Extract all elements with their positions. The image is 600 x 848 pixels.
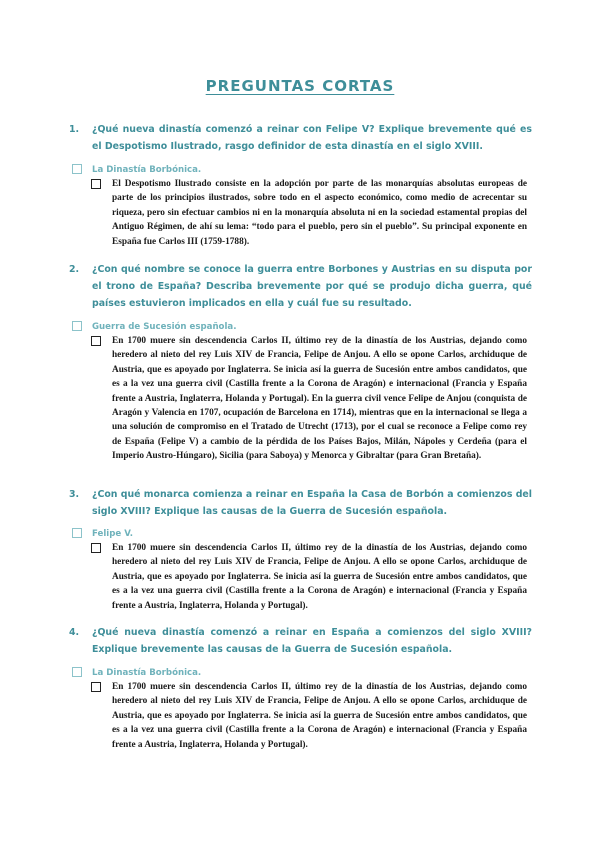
short-answer-text: Felipe V.	[92, 529, 134, 539]
short-answer-text: Guerra de Sucesión española.	[92, 322, 237, 332]
question-text: ¿Con qué nombre se conoce la guerra entre Borbones y Austrias en su disputa por el trono de España? Describa brevemente por qué se produjo dicha guerra, qué países estuvieron implicados en ella y cuál fue su resultado.	[92, 264, 532, 309]
question-3	[69, 486, 532, 520]
question-text: ¿Qué nueva dinastía comenzó a reinar en España a comienzos del siglo XVIII? Explique brevemente las causas de la Guerra de Sucesión española.	[92, 627, 532, 655]
long-answer-2	[112, 334, 527, 464]
short-answer-text: La Dinastía Borbónica.	[92, 165, 202, 175]
long-answer-text: En 1700 muere sin descendencia Carlos II, último rey de la dinastía de los Austrias, dejando como heredero al nieto del rey Luis XIV de Francia, Felipe de Anjou. A ello se opone Carlos, archiduque de Austria, que es apoyado por Inglaterra. Se inicia así la guerra de Sucesión entre ambos candidatos, que es a la vez una guerra civil (Castilla frente a la Corona de Aragón) e internacional (Francia y España frente a Austria, Inglaterra, Holanda y Portugal). En la guerra civil vence Felipe de Anjou (conquista de Aragón y Valencia en 1707, ocupación de Barcelona en 1714), mientras que en la internacional se llega a una solución de compromiso en el Tratado de Utrecht (1713), por el cual se reconoce a Felipe como rey de España (Felipe V) a cambio de la pérdida de los Países Bajos, Milán, Nápoles y Cerdeña (para el Imperio Austro-Húngaro), Sicilia (para Saboya) y Menorca y Gibraltar (para Gran Bretaña).	[112, 336, 527, 462]
answer-checkbox[interactable]	[91, 543, 101, 553]
answer-checkbox[interactable]	[72, 164, 82, 174]
long-answer-4	[112, 680, 527, 752]
long-answer-1	[112, 177, 527, 249]
answer-checkbox[interactable]	[72, 667, 82, 677]
page-title: PREGUNTAS CORTAS	[205, 77, 395, 95]
short-answer-text: La Dinastía Borbónica.	[92, 668, 202, 678]
question-text: ¿Qué nueva dinastía comenzó a reinar con Felipe V? Explique brevemente qué es el Despotismo Ilustrado, rasgo definidor de esta dinastía en el siglo XVIII.	[92, 124, 532, 152]
answer-checkbox[interactable]	[91, 682, 101, 692]
question-2	[69, 261, 532, 312]
long-answer-text: El Despotismo Ilustrado consiste en la adopción por parte de las monarquías absolutas europeas de parte de los principios ilustrados, sobre todo en el aspecto económico, como medio de acrecentar su riqueza, pero sin efectuar cambios ni en la monarquía absoluta ni en la sociedad estamental propias del Antiguo Régimen, de ahí su lema: “todo para el pueblo, pero sin el pueblo”. Su principal exponente en España fue Carlos III (1759-1788).	[112, 179, 527, 247]
long-answer-text: En 1700 muere sin descendencia Carlos II, último rey de la dinastía de los Austrias, dejando como heredero al nieto del rey Luis XIV de Francia, Felipe de Anjou. A ello se opone Carlos, archiduque de Austria, que es apoyado por Inglaterra. Se inicia así la guerra de Sucesión entre ambos candidatos, que es a la vez una guerra civil (Castilla frente a la Corona de Aragón) e internacional (Francia y España frente a Austria, Inglaterra, Holanda y Portugal).	[112, 682, 527, 750]
question-number: 2.	[69, 264, 80, 275]
question-number: 4.	[69, 627, 80, 638]
short-answer-1	[92, 164, 201, 176]
short-answer-4	[92, 667, 201, 679]
long-answer-3	[112, 541, 527, 613]
answer-checkbox[interactable]	[91, 179, 101, 189]
long-answer-text: En 1700 muere sin descendencia Carlos II, último rey de la dinastía de los Austrias, dejando como heredero al nieto del rey Luis XIV de Francia, Felipe de Anjou. A ello se opone Carlos, archiduque de Austria, que es apoyado por Inglaterra. Se inicia así la guerra de Sucesión entre ambos candidatos, que es a la vez una guerra civil (Castilla frente a la Corona de Aragón) e internacional (Francia y España frente a Austria, Inglaterra, Holanda y Portugal).	[112, 543, 527, 611]
question-number: 1.	[69, 124, 80, 135]
question-4	[69, 624, 532, 658]
question-number: 3.	[69, 489, 80, 500]
short-answer-3	[92, 528, 133, 540]
answer-checkbox[interactable]	[91, 336, 101, 346]
short-answer-2	[92, 321, 236, 333]
answer-checkbox[interactable]	[72, 528, 82, 538]
question-1	[69, 121, 532, 155]
answer-checkbox[interactable]	[72, 321, 82, 331]
question-text: ¿Con qué monarca comienza a reinar en España la Casa de Borbón a comienzos del siglo XVIII? Explique las causas de la Guerra de Sucesión española.	[92, 489, 532, 517]
